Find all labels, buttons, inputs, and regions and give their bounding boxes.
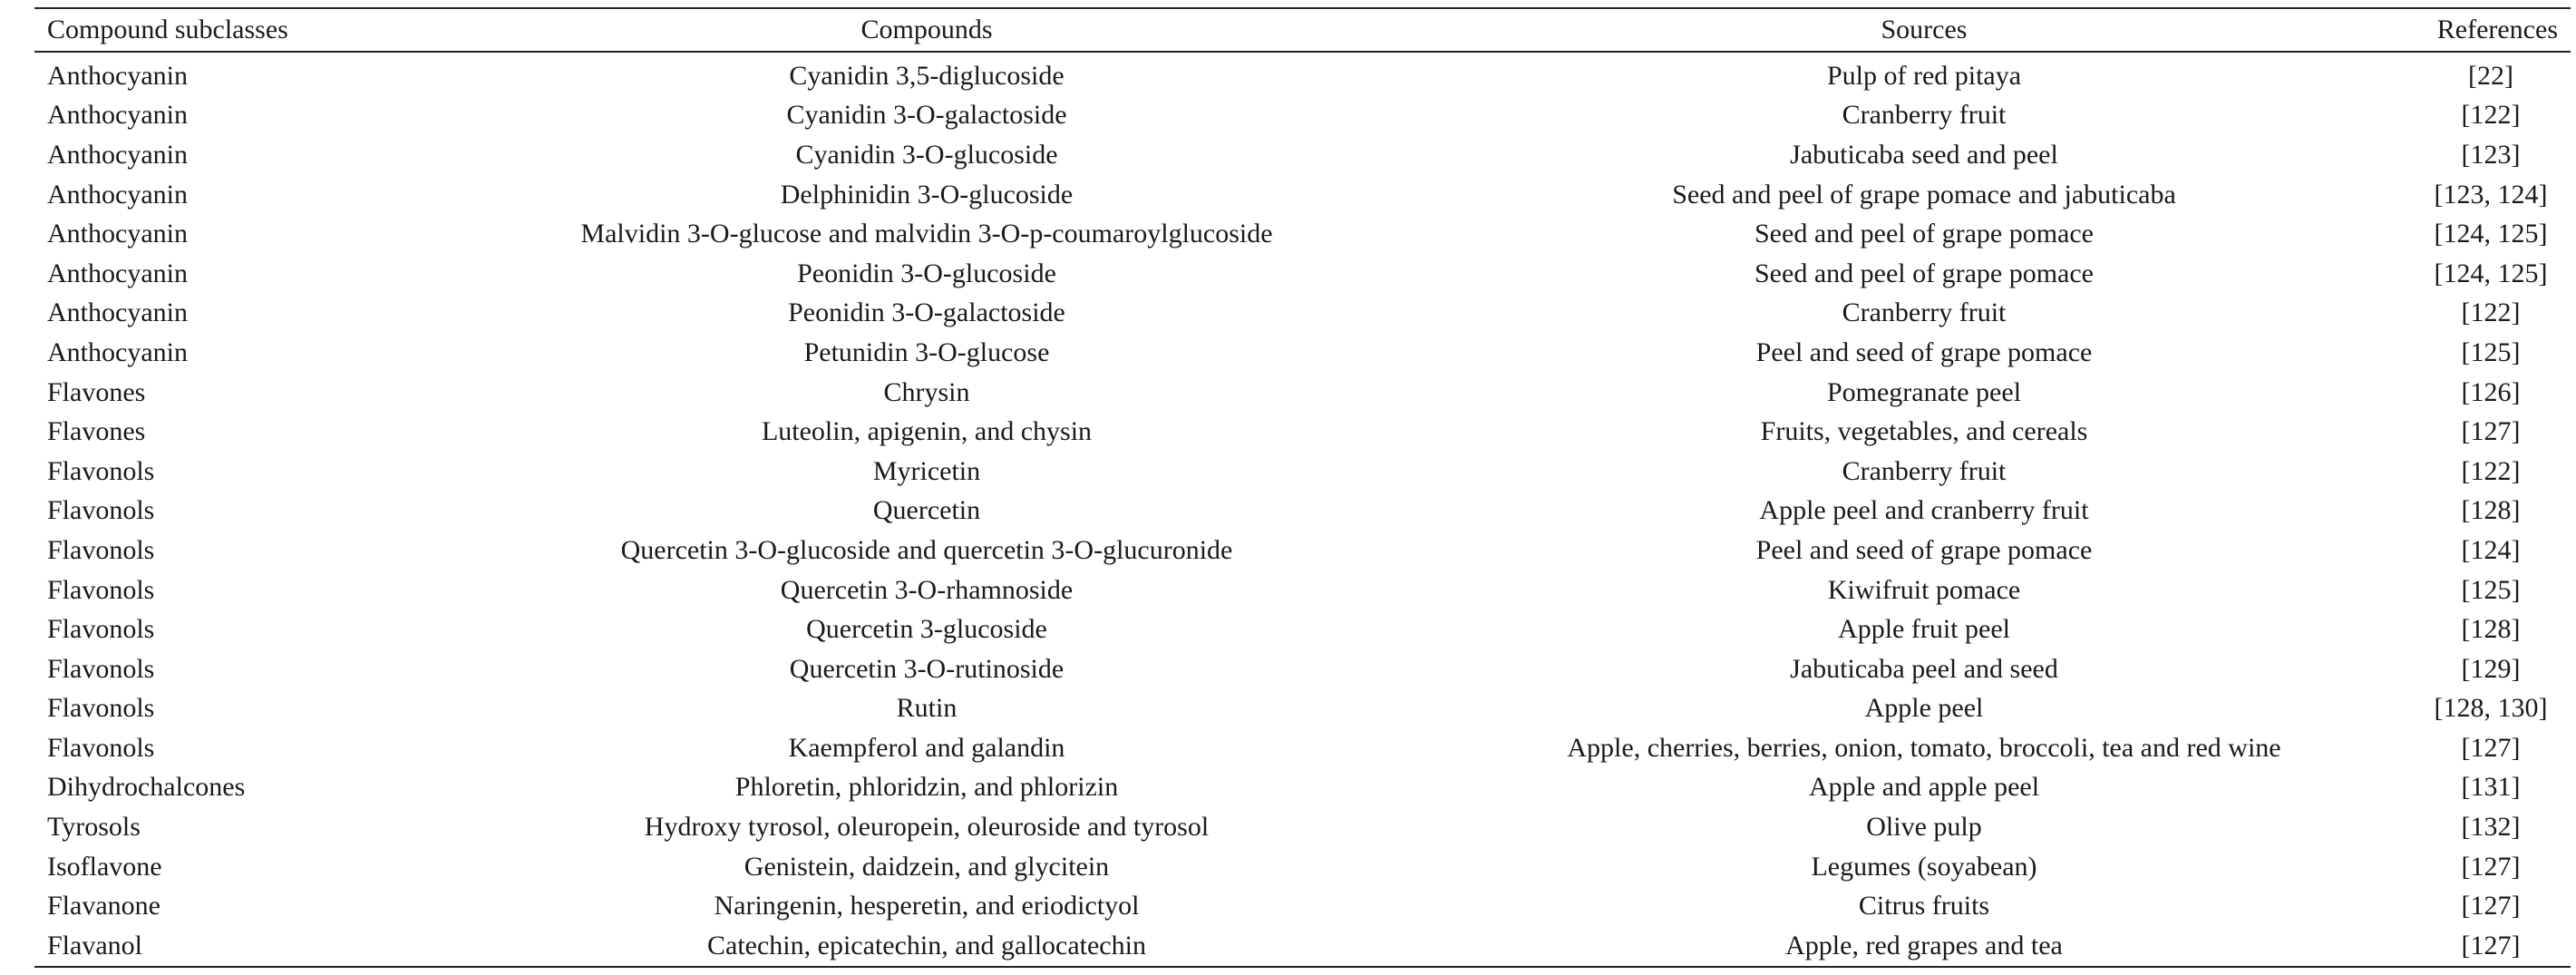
cell-compound: Hydroxy tyrosol, oleuropein, oleuroside and tyrosol	[644, 812, 1210, 843]
cell-compound: Malvidin 3-O-glucose and malvidin 3-O-p-coumaroylglucoside	[580, 219, 1273, 249]
cell-compound-subclass: Dihydrochalcones	[47, 772, 246, 803]
table-row	[34, 412, 2571, 452]
cell-source: Kiwifruit pomace	[1827, 574, 2021, 605]
table-row	[34, 531, 2571, 570]
cell-reference-wrap	[2423, 807, 2571, 847]
table-row	[34, 886, 2571, 926]
cell-compound: Myricetin	[872, 455, 981, 486]
cell-source: Apple and apple peel	[1808, 772, 2040, 803]
cell-compound: Quercetin 3-glucoside	[806, 614, 1047, 645]
cell-source: Cranberry fruit	[1842, 297, 2007, 328]
header-row	[34, 8, 2571, 52]
cell-reference-wrap	[2423, 531, 2571, 570]
table-row	[34, 492, 2571, 531]
cell-compound: Delphinidin 3-O-glucoside	[780, 179, 1074, 210]
table-row	[34, 452, 2571, 492]
cell-reference: [124, 125]	[2434, 219, 2548, 249]
cell-reference: [124, 125]	[2434, 258, 2548, 288]
table-row	[34, 609, 2571, 649]
cell-compound: Quercetin 3-O-rutinoside	[789, 653, 1064, 684]
header-references: References	[2436, 15, 2558, 44]
cell-source: Cranberry fruit	[1842, 455, 2007, 486]
cell-reference-wrap	[2423, 926, 2571, 967]
cell-source: Fruits, vegetables, and cereals	[1760, 416, 2088, 447]
cell-reference: [122]	[2461, 297, 2521, 328]
cell-compound: Peonidin 3-O-glucoside	[797, 258, 1056, 288]
table-row	[34, 768, 2571, 808]
cell-source: Cranberry fruit	[1842, 100, 2007, 131]
cell-source: Olive pulp	[1866, 812, 1982, 843]
cell-compound: Peonidin 3-O-galactoside	[788, 297, 1065, 328]
cell-compound-subclass: Tyrosols	[47, 812, 141, 843]
cell-compound: Phloretin, phloridzin, and phlorizin	[734, 772, 1119, 803]
cell-compound-subclass: Flavonols	[47, 732, 155, 763]
table-row	[34, 96, 2571, 136]
cell-reference: [127]	[2461, 732, 2521, 763]
cell-source: Apple, red grapes and tea	[1785, 930, 2063, 960]
cell-reference-wrap	[2423, 570, 2571, 610]
cell-reference: [132]	[2461, 812, 2521, 843]
cell-compound: Quercetin 3-O-glucoside and quercetin 3-O-glucuronide	[620, 534, 1233, 565]
cell-compound: Genistein, daidzein, and glycitein	[744, 851, 1110, 882]
cell-compound-subclass: Flavonols	[47, 534, 155, 565]
cell-reference: [129]	[2461, 653, 2521, 684]
cell-compound-subclass: Anthocyanin	[47, 100, 188, 131]
table-header	[34, 8, 2571, 52]
cell-reference-wrap	[2423, 52, 2571, 96]
cell-compound-subclass: Anthocyanin	[47, 258, 188, 288]
cell-reference-wrap	[2423, 412, 2571, 452]
cell-source: Apple fruit peel	[1838, 614, 2010, 645]
cell-compound-subclass: Flavonols	[47, 574, 155, 605]
cell-reference-wrap	[2423, 728, 2571, 768]
cell-source: Peel and seed of grape pomace	[1755, 534, 2093, 565]
cell-compound: Luteolin, apigenin, and chysin	[761, 416, 1093, 447]
table-row	[34, 254, 2571, 294]
cell-reference-wrap	[2423, 175, 2571, 215]
cell-reference-wrap	[2423, 294, 2571, 334]
cell-reference-wrap	[2423, 373, 2571, 413]
cell-compound-subclass: Anthocyanin	[47, 60, 188, 91]
header-compounds: Compounds	[860, 15, 993, 44]
cell-compound-subclass: Flavones	[47, 416, 146, 447]
cell-compound-subclass: Flavonols	[47, 614, 155, 645]
cell-reference: [125]	[2461, 574, 2521, 605]
table-row	[34, 214, 2571, 254]
table-body	[34, 52, 2571, 967]
cell-source: Seed and peel of grape pomace	[1755, 258, 2094, 288]
table-row	[34, 689, 2571, 729]
cell-reference-wrap	[2423, 492, 2571, 531]
cell-reference-wrap	[2423, 847, 2571, 887]
cell-reference: [128, 130]	[2434, 693, 2548, 724]
cell-compound: Catechin, epicatechin, and gallocatechin	[707, 930, 1146, 960]
table-row	[34, 333, 2571, 373]
cell-compound: Rutin	[896, 693, 957, 724]
table-row	[34, 373, 2571, 413]
cell-reference-wrap	[2423, 886, 2571, 926]
table-row	[34, 649, 2571, 689]
cell-source: Citrus fruits	[1858, 891, 1990, 921]
cell-reference: [126]	[2461, 376, 2521, 407]
cell-compound-subclass: Flavonols	[47, 495, 155, 526]
cell-compound-subclass: Anthocyanin	[47, 336, 188, 367]
cell-reference: [22]	[2468, 60, 2513, 91]
cell-compound-subclass: Anthocyanin	[47, 297, 188, 328]
cell-compound-subclass: Anthocyanin	[47, 139, 188, 170]
cell-reference-wrap	[2423, 609, 2571, 649]
cell-source: Pulp of red pitaya	[1826, 60, 2022, 91]
compound-table-container	[34, 7, 2571, 968]
cell-reference: [128]	[2461, 495, 2521, 526]
cell-compound-subclass: Flavanol	[47, 930, 142, 960]
cell-source: Seed and peel of grape pomace and jabuticaba	[1672, 179, 2176, 210]
cell-compound-subclass: Anthocyanin	[47, 179, 188, 210]
table-row	[34, 728, 2571, 768]
table-row	[34, 807, 2571, 847]
cell-reference-wrap	[2423, 135, 2571, 175]
cell-reference-wrap	[2423, 768, 2571, 808]
cell-compound-subclass: Flavonols	[47, 693, 155, 724]
cell-source: Apple, cherries, berries, onion, tomato, broccoli, tea and red wine	[1567, 732, 2281, 763]
table-row	[34, 847, 2571, 887]
cell-source: Apple peel	[1864, 693, 1984, 724]
table-row	[34, 294, 2571, 334]
header-compound-subclasses: Compound subclasses	[47, 15, 288, 44]
cell-reference-wrap	[2423, 333, 2571, 373]
cell-reference: [123, 124]	[2434, 179, 2548, 210]
cell-reference: [122]	[2461, 100, 2521, 131]
cell-source: Legumes (soyabean)	[1811, 851, 2037, 882]
cell-compound: Kaempferol and galandin	[788, 732, 1065, 763]
cell-reference-wrap	[2423, 649, 2571, 689]
cell-reference: [125]	[2461, 336, 2521, 367]
cell-compound: Petunidin 3-O-glucose	[803, 336, 1050, 367]
cell-compound-subclass: Isoflavone	[47, 851, 162, 882]
cell-source: Seed and peel of grape pomace	[1755, 219, 2094, 249]
cell-reference-wrap	[2423, 254, 2571, 294]
cell-source: Jabuticaba peel and seed	[1790, 653, 2058, 684]
cell-reference-wrap	[2423, 689, 2571, 729]
cell-reference: [131]	[2461, 772, 2521, 803]
table-row	[34, 175, 2571, 215]
cell-reference-wrap	[2423, 452, 2571, 492]
cell-compound-subclass: Flavones	[47, 376, 146, 407]
cell-reference: [127]	[2461, 416, 2521, 447]
cell-reference: [127]	[2461, 851, 2521, 882]
cell-compound-subclass: Anthocyanin	[47, 219, 188, 249]
cell-reference: [127]	[2461, 930, 2521, 960]
table-row	[34, 570, 2571, 610]
cell-source: Peel and seed of grape pomace	[1755, 336, 2093, 367]
cell-reference: [123]	[2461, 139, 2521, 170]
cell-reference: [127]	[2461, 891, 2521, 921]
cell-source: Pomegranate peel	[1826, 376, 2022, 407]
cell-compound: Cyanidin 3-O-galactoside	[786, 100, 1067, 131]
cell-source: Jabuticaba seed and peel	[1790, 139, 2058, 170]
cell-compound: Cyanidin 3-O-glucoside	[795, 139, 1058, 170]
table-row	[34, 52, 2571, 96]
cell-compound: Quercetin	[872, 495, 981, 526]
cell-reference: [128]	[2461, 614, 2521, 645]
cell-compound: Chrysin	[883, 376, 970, 407]
table-row	[34, 135, 2571, 175]
compound-table	[34, 7, 2571, 968]
cell-reference-wrap	[2423, 214, 2571, 254]
header-sources: Sources	[1881, 15, 1968, 44]
cell-compound: Quercetin 3-O-rhamnoside	[780, 574, 1074, 605]
cell-compound-subclass: Flavonols	[47, 653, 155, 684]
table-row	[34, 926, 2571, 967]
cell-source: Apple peel and cranberry fruit	[1759, 495, 2089, 526]
cell-compound: Naringenin, hesperetin, and eriodictyol	[714, 891, 1140, 921]
cell-reference: [124]	[2461, 534, 2521, 565]
cell-compound-subclass: Flavanone	[47, 891, 160, 921]
cell-reference: [122]	[2461, 455, 2521, 486]
cell-compound-subclass: Flavonols	[47, 455, 155, 486]
cell-reference-wrap	[2423, 96, 2571, 136]
cell-compound: Cyanidin 3,5-diglucoside	[789, 60, 1064, 91]
